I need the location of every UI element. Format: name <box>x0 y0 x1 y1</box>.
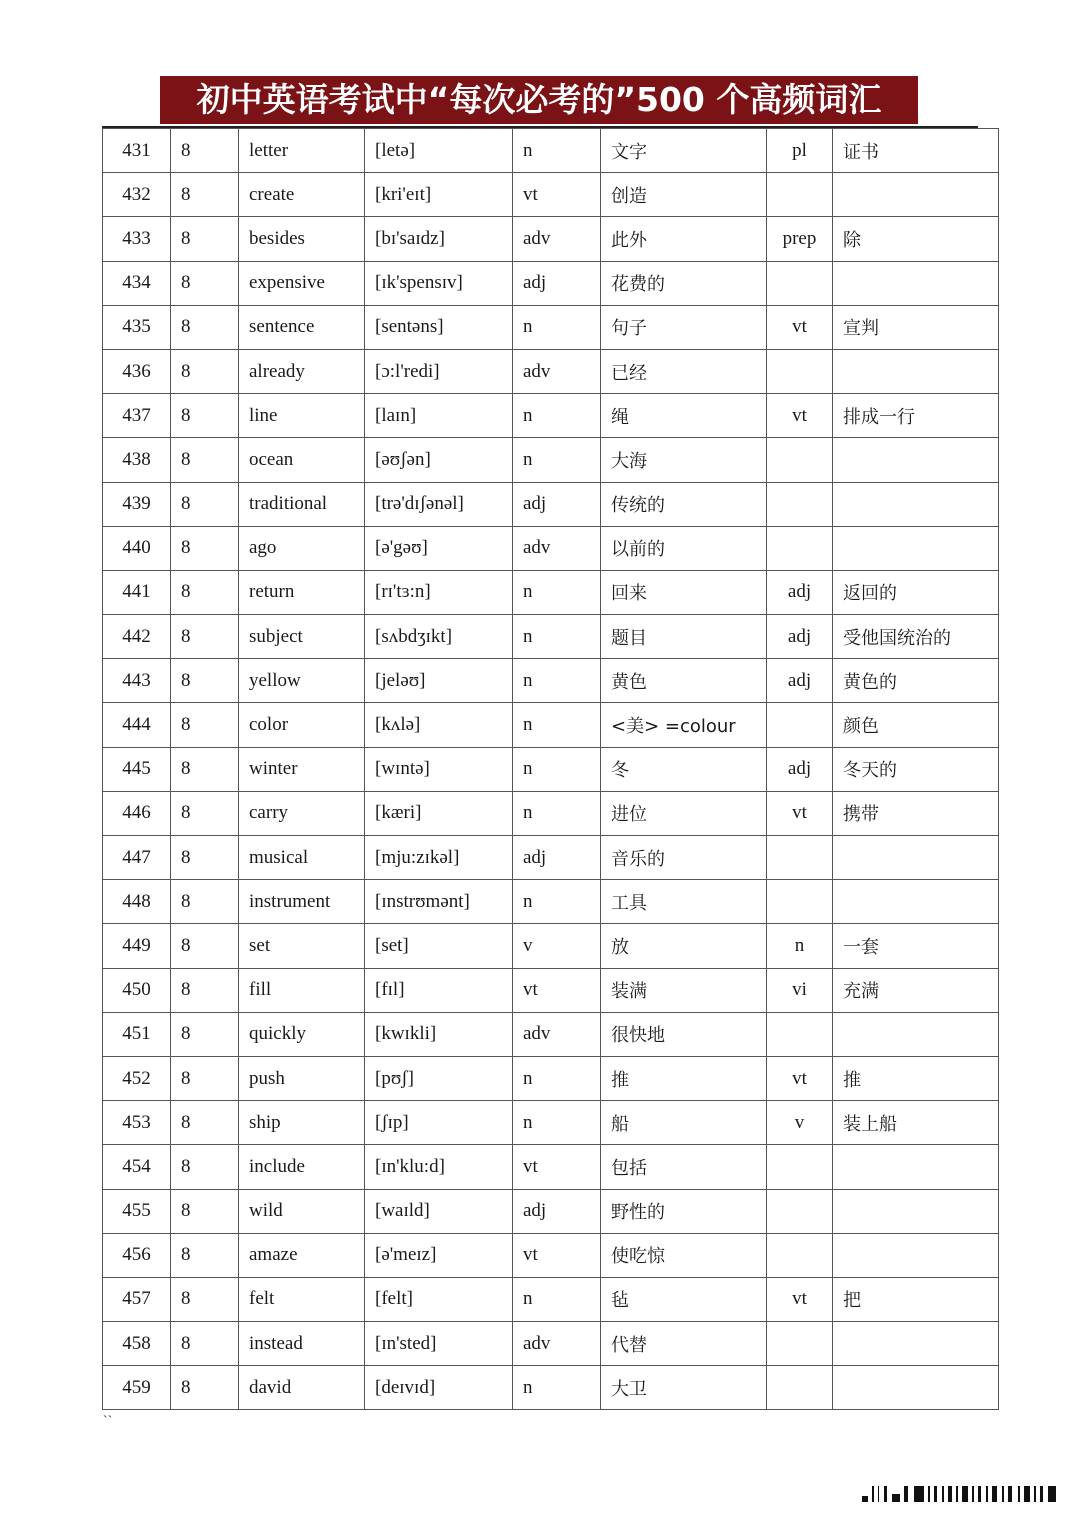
cell-meaning: 黄色 <box>601 659 767 703</box>
cell-level: 8 <box>171 968 239 1012</box>
cell-level: 8 <box>171 924 239 968</box>
cell-part-of-speech: adj <box>513 482 601 526</box>
cell-meaning-2 <box>833 1189 999 1233</box>
cell-meaning-2 <box>833 1322 999 1366</box>
cell-level: 8 <box>171 615 239 659</box>
cell-number: 459 <box>103 1366 171 1410</box>
cell-phonetic: [kʌlə] <box>365 703 513 747</box>
cell-part-of-speech-2 <box>767 836 833 880</box>
cell-phonetic: [ə'gəʊ] <box>365 526 513 570</box>
cell-level: 8 <box>171 217 239 261</box>
cell-meaning: 野性的 <box>601 1189 767 1233</box>
cell-number: 449 <box>103 924 171 968</box>
footer-mark: `` <box>103 1414 113 1429</box>
cell-part-of-speech-2: adj <box>767 615 833 659</box>
cell-level: 8 <box>171 791 239 835</box>
cell-phonetic: [fɪl] <box>365 968 513 1012</box>
cell-meaning-2 <box>833 1145 999 1189</box>
cell-word: include <box>239 1145 365 1189</box>
cell-level: 8 <box>171 1277 239 1321</box>
cell-meaning: 冬 <box>601 747 767 791</box>
cell-part-of-speech-2 <box>767 438 833 482</box>
table-row <box>103 1277 999 1321</box>
table-row <box>103 968 999 1012</box>
cell-part-of-speech: vt <box>513 1233 601 1277</box>
cell-level: 8 <box>171 1101 239 1145</box>
cell-phonetic: [rɪ'tɜ:n] <box>365 570 513 614</box>
cell-phonetic: [laɪn] <box>365 394 513 438</box>
cell-meaning: 使吃惊 <box>601 1233 767 1277</box>
cell-part-of-speech-2 <box>767 1322 833 1366</box>
cell-word: push <box>239 1056 365 1100</box>
cell-level: 8 <box>171 1145 239 1189</box>
cell-word: david <box>239 1366 365 1410</box>
cell-number: 437 <box>103 394 171 438</box>
table-row <box>103 1012 999 1056</box>
cell-word: amaze <box>239 1233 365 1277</box>
cell-phonetic: [mju:zɪkəl] <box>365 836 513 880</box>
cell-part-of-speech-2 <box>767 482 833 526</box>
cell-word: line <box>239 394 365 438</box>
cell-meaning-2 <box>833 173 999 217</box>
cell-phonetic: [ɪn'klu:d] <box>365 1145 513 1189</box>
cell-part-of-speech: n <box>513 880 601 924</box>
cell-meaning: 代替 <box>601 1322 767 1366</box>
cell-part-of-speech-2: pl <box>767 129 833 173</box>
cell-meaning: 工具 <box>601 880 767 924</box>
cell-level: 8 <box>171 1012 239 1056</box>
cell-meaning: 此外 <box>601 217 767 261</box>
cell-part-of-speech: n <box>513 1101 601 1145</box>
table-row <box>103 924 999 968</box>
table-row <box>103 1322 999 1366</box>
cell-number: 458 <box>103 1322 171 1366</box>
table-row <box>103 836 999 880</box>
cell-part-of-speech: vt <box>513 1145 601 1189</box>
cell-phonetic: [ə'meɪz] <box>365 1233 513 1277</box>
cell-meaning-2: 冬天的 <box>833 747 999 791</box>
cell-part-of-speech: adj <box>513 261 601 305</box>
table-row <box>103 791 999 835</box>
cell-phonetic: [wɪntə] <box>365 747 513 791</box>
cell-word: besides <box>239 217 365 261</box>
barcode-graphic <box>862 1484 1058 1504</box>
cell-meaning-2 <box>833 438 999 482</box>
cell-phonetic: [deɪvɪd] <box>365 1366 513 1410</box>
cell-meaning: 进位 <box>601 791 767 835</box>
cell-part-of-speech: n <box>513 659 601 703</box>
cell-level: 8 <box>171 703 239 747</box>
cell-phonetic: [sʌbdʒɪkt] <box>365 615 513 659</box>
cell-part-of-speech-2: vt <box>767 394 833 438</box>
cell-level: 8 <box>171 129 239 173</box>
cell-number: 453 <box>103 1101 171 1145</box>
table-row <box>103 1233 999 1277</box>
cell-part-of-speech: n <box>513 747 601 791</box>
cell-part-of-speech-2: vt <box>767 305 833 349</box>
cell-meaning: 文字 <box>601 129 767 173</box>
cell-phonetic: [ɪk'spensɪv] <box>365 261 513 305</box>
cell-phonetic: [pʊʃ] <box>365 1056 513 1100</box>
cell-number: 451 <box>103 1012 171 1056</box>
cell-part-of-speech: vt <box>513 173 601 217</box>
cell-word: create <box>239 173 365 217</box>
cell-number: 457 <box>103 1277 171 1321</box>
table-row <box>103 880 999 924</box>
cell-number: 441 <box>103 570 171 614</box>
cell-word: subject <box>239 615 365 659</box>
cell-word: carry <box>239 791 365 835</box>
cell-number: 446 <box>103 791 171 835</box>
cell-meaning: 船 <box>601 1101 767 1145</box>
cell-meaning: 花费的 <box>601 261 767 305</box>
cell-number: 433 <box>103 217 171 261</box>
table-row <box>103 659 999 703</box>
cell-phonetic: [kwɪkli] <box>365 1012 513 1056</box>
cell-meaning-2: 证书 <box>833 129 999 173</box>
cell-meaning-2 <box>833 261 999 305</box>
table-row <box>103 1366 999 1410</box>
cell-number: 445 <box>103 747 171 791</box>
cell-part-of-speech: n <box>513 1056 601 1100</box>
cell-meaning: 回来 <box>601 570 767 614</box>
table-row <box>103 1101 999 1145</box>
cell-level: 8 <box>171 526 239 570</box>
cell-meaning-2: 携带 <box>833 791 999 835</box>
cell-meaning-2 <box>833 880 999 924</box>
cell-meaning: 绳 <box>601 394 767 438</box>
cell-word: set <box>239 924 365 968</box>
cell-part-of-speech-2 <box>767 173 833 217</box>
cell-meaning-2: 黄色的 <box>833 659 999 703</box>
cell-meaning-2 <box>833 1366 999 1410</box>
cell-word: winter <box>239 747 365 791</box>
cell-meaning: 推 <box>601 1056 767 1100</box>
cell-part-of-speech-2: prep <box>767 217 833 261</box>
cell-phonetic: [kri'eɪt] <box>365 173 513 217</box>
cell-part-of-speech-2 <box>767 1233 833 1277</box>
cell-meaning: 创造 <box>601 173 767 217</box>
cell-number: 452 <box>103 1056 171 1100</box>
cell-part-of-speech-2 <box>767 880 833 924</box>
cell-level: 8 <box>171 1056 239 1100</box>
cell-level: 8 <box>171 659 239 703</box>
cell-meaning-2: 除 <box>833 217 999 261</box>
table-row <box>103 1056 999 1100</box>
cell-number: 444 <box>103 703 171 747</box>
cell-part-of-speech-2 <box>767 1189 833 1233</box>
cell-number: 431 <box>103 129 171 173</box>
cell-word: instrument <box>239 880 365 924</box>
cell-level: 8 <box>171 570 239 614</box>
cell-number: 443 <box>103 659 171 703</box>
cell-part-of-speech-2 <box>767 1012 833 1056</box>
cell-part-of-speech: n <box>513 703 601 747</box>
cell-meaning-2: 受他国统治的 <box>833 615 999 659</box>
cell-meaning-2 <box>833 482 999 526</box>
cell-meaning: 很快地 <box>601 1012 767 1056</box>
cell-part-of-speech: adv <box>513 526 601 570</box>
cell-number: 435 <box>103 305 171 349</box>
table-row <box>103 482 999 526</box>
cell-meaning-2 <box>833 1233 999 1277</box>
cell-meaning-2: 把 <box>833 1277 999 1321</box>
cell-number: 438 <box>103 438 171 482</box>
cell-word: felt <box>239 1277 365 1321</box>
cell-part-of-speech-2: vt <box>767 791 833 835</box>
cell-meaning-2 <box>833 1012 999 1056</box>
cell-meaning: 大卫 <box>601 1366 767 1410</box>
table-row <box>103 615 999 659</box>
cell-meaning-2: 装上船 <box>833 1101 999 1145</box>
cell-phonetic: [kæri] <box>365 791 513 835</box>
cell-level: 8 <box>171 1322 239 1366</box>
cell-part-of-speech: n <box>513 129 601 173</box>
cell-meaning: 音乐的 <box>601 836 767 880</box>
cell-level: 8 <box>171 482 239 526</box>
cell-word: already <box>239 349 365 393</box>
cell-word: return <box>239 570 365 614</box>
page-title: 初中英语考试中“每次必考的”500 个高频词汇 <box>160 76 918 124</box>
cell-number: 436 <box>103 349 171 393</box>
cell-meaning-2: 一套 <box>833 924 999 968</box>
cell-level: 8 <box>171 1189 239 1233</box>
cell-part-of-speech-2: vi <box>767 968 833 1012</box>
cell-part-of-speech: n <box>513 791 601 835</box>
cell-part-of-speech: v <box>513 924 601 968</box>
cell-phonetic: [trə'dɪʃənəl] <box>365 482 513 526</box>
cell-phonetic: [set] <box>365 924 513 968</box>
cell-word: ship <box>239 1101 365 1145</box>
cell-part-of-speech-2 <box>767 349 833 393</box>
cell-level: 8 <box>171 880 239 924</box>
cell-level: 8 <box>171 1233 239 1277</box>
cell-meaning-2: 宣判 <box>833 305 999 349</box>
cell-number: 447 <box>103 836 171 880</box>
cell-level: 8 <box>171 349 239 393</box>
cell-word: sentence <box>239 305 365 349</box>
cell-level: 8 <box>171 173 239 217</box>
table-row <box>103 217 999 261</box>
cell-meaning: 放 <box>601 924 767 968</box>
cell-part-of-speech-2: adj <box>767 570 833 614</box>
cell-word: expensive <box>239 261 365 305</box>
table-row <box>103 261 999 305</box>
cell-part-of-speech-2 <box>767 703 833 747</box>
cell-level: 8 <box>171 1366 239 1410</box>
cell-part-of-speech-2 <box>767 1145 833 1189</box>
cell-word: quickly <box>239 1012 365 1056</box>
cell-meaning: 毡 <box>601 1277 767 1321</box>
cell-part-of-speech: n <box>513 305 601 349</box>
cell-number: 432 <box>103 173 171 217</box>
cell-part-of-speech: n <box>513 1366 601 1410</box>
cell-meaning: 包括 <box>601 1145 767 1189</box>
cell-part-of-speech: n <box>513 394 601 438</box>
table-row <box>103 570 999 614</box>
cell-meaning-2 <box>833 836 999 880</box>
cell-part-of-speech-2: adj <box>767 659 833 703</box>
cell-phonetic: [ɪnstrʊmənt] <box>365 880 513 924</box>
cell-meaning-2: 颜色 <box>833 703 999 747</box>
cell-phonetic: [jeləʊ] <box>365 659 513 703</box>
table-row <box>103 173 999 217</box>
cell-meaning: 已经 <box>601 349 767 393</box>
cell-meaning: 装满 <box>601 968 767 1012</box>
cell-meaning-2: 充满 <box>833 968 999 1012</box>
cell-number: 448 <box>103 880 171 924</box>
cell-part-of-speech: adv <box>513 1322 601 1366</box>
cell-part-of-speech: adv <box>513 1012 601 1056</box>
cell-phonetic: [waɪld] <box>365 1189 513 1233</box>
cell-level: 8 <box>171 438 239 482</box>
cell-number: 456 <box>103 1233 171 1277</box>
cell-meaning-2 <box>833 349 999 393</box>
cell-part-of-speech: n <box>513 1277 601 1321</box>
cell-word: musical <box>239 836 365 880</box>
table-row <box>103 394 999 438</box>
vocabulary-table <box>102 128 999 1410</box>
cell-part-of-speech: adj <box>513 1189 601 1233</box>
cell-part-of-speech-2 <box>767 526 833 570</box>
cell-level: 8 <box>171 394 239 438</box>
cell-phonetic: [sentəns] <box>365 305 513 349</box>
cell-level: 8 <box>171 747 239 791</box>
cell-number: 442 <box>103 615 171 659</box>
cell-word: ago <box>239 526 365 570</box>
cell-part-of-speech: adj <box>513 836 601 880</box>
cell-phonetic: [ʃɪp] <box>365 1101 513 1145</box>
cell-meaning: <美> =colour <box>601 703 767 747</box>
cell-word: wild <box>239 1189 365 1233</box>
cell-word: fill <box>239 968 365 1012</box>
cell-word: color <box>239 703 365 747</box>
cell-meaning: 大海 <box>601 438 767 482</box>
cell-number: 434 <box>103 261 171 305</box>
cell-number: 454 <box>103 1145 171 1189</box>
cell-meaning: 句子 <box>601 305 767 349</box>
table-row <box>103 305 999 349</box>
table-row <box>103 1189 999 1233</box>
cell-number: 439 <box>103 482 171 526</box>
cell-word: yellow <box>239 659 365 703</box>
cell-word: letter <box>239 129 365 173</box>
vocabulary-table-body <box>103 129 999 1410</box>
table-row <box>103 129 999 173</box>
cell-meaning-2: 推 <box>833 1056 999 1100</box>
cell-phonetic: [bɪ'saɪdz] <box>365 217 513 261</box>
cell-phonetic: [əʊʃən] <box>365 438 513 482</box>
cell-level: 8 <box>171 261 239 305</box>
table-row <box>103 526 999 570</box>
cell-part-of-speech-2: vt <box>767 1277 833 1321</box>
cell-word: traditional <box>239 482 365 526</box>
table-row <box>103 1145 999 1189</box>
cell-part-of-speech-2: adj <box>767 747 833 791</box>
cell-part-of-speech: n <box>513 438 601 482</box>
cell-word: ocean <box>239 438 365 482</box>
cell-part-of-speech: n <box>513 570 601 614</box>
cell-meaning-2: 返回的 <box>833 570 999 614</box>
cell-part-of-speech-2: vt <box>767 1056 833 1100</box>
cell-phonetic: [letə] <box>365 129 513 173</box>
cell-number: 440 <box>103 526 171 570</box>
cell-meaning: 传统的 <box>601 482 767 526</box>
cell-part-of-speech-2 <box>767 261 833 305</box>
cell-part-of-speech: vt <box>513 968 601 1012</box>
cell-phonetic: [ɔ:l'redi] <box>365 349 513 393</box>
table-row <box>103 703 999 747</box>
cell-meaning-2 <box>833 526 999 570</box>
cell-part-of-speech-2 <box>767 1366 833 1410</box>
table-row <box>103 747 999 791</box>
cell-part-of-speech-2: v <box>767 1101 833 1145</box>
cell-phonetic: [felt] <box>365 1277 513 1321</box>
cell-number: 450 <box>103 968 171 1012</box>
cell-part-of-speech: n <box>513 615 601 659</box>
cell-meaning: 题目 <box>601 615 767 659</box>
cell-meaning: 以前的 <box>601 526 767 570</box>
table-row <box>103 438 999 482</box>
cell-level: 8 <box>171 305 239 349</box>
cell-word: instead <box>239 1322 365 1366</box>
cell-part-of-speech: adv <box>513 349 601 393</box>
cell-number: 455 <box>103 1189 171 1233</box>
cell-part-of-speech-2: n <box>767 924 833 968</box>
cell-level: 8 <box>171 836 239 880</box>
cell-part-of-speech: adv <box>513 217 601 261</box>
cell-phonetic: [ɪn'sted] <box>365 1322 513 1366</box>
table-row <box>103 349 999 393</box>
cell-meaning-2: 排成一行 <box>833 394 999 438</box>
